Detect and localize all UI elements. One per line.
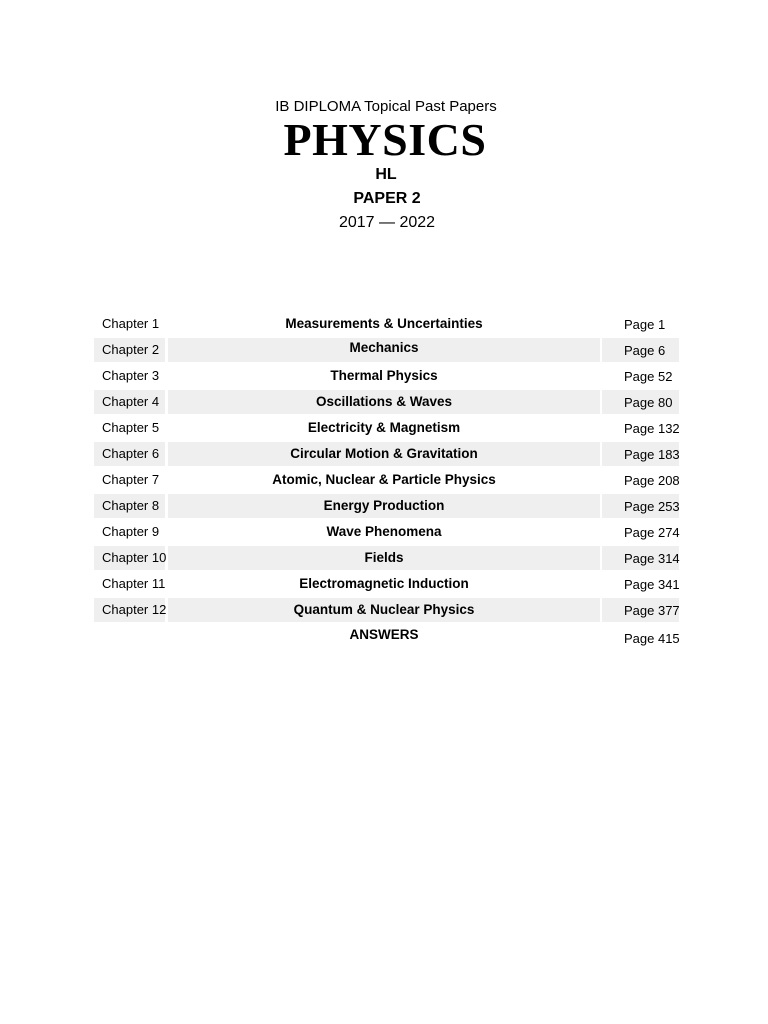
chapter-topic: Electromagnetic Induction [299,576,469,591]
toc-row-chapter-1 [94,311,679,337]
chapter-number: Chapter 10 [102,550,167,565]
page-reference: Page 341 [624,577,680,592]
chapter-number: Chapter 1 [102,316,160,331]
chapter-number: Chapter 4 [102,394,160,409]
toc-row-chapter-3 [94,363,679,389]
chapter-number: Chapter 8 [102,498,160,513]
chapter-topic: Oscillations & Waves [315,394,453,409]
page-reference: Page 377 [624,603,680,618]
toc-row-chapter-6 [94,441,679,467]
chapter-topic: Energy Production [323,498,445,513]
toc-row-chapter-11 [94,571,679,597]
toc-row-chapter-7 [94,467,679,493]
chapter-topic: Circular Motion & Gravitation [290,446,478,461]
chapter-number: Chapter 6 [102,446,160,461]
toc-row-answers [94,623,679,649]
toc-row-chapter-5 [94,415,679,441]
chapter-topic: Measurements & Uncertainties [285,316,483,331]
page-reference: Page 274 [624,525,680,540]
page-reference: Page 6 [624,343,666,358]
page-reference: Page 1 [624,317,666,332]
toc-row-chapter-9 [94,519,679,545]
chapter-topic: Atomic, Nuclear & Particle Physics [272,472,496,487]
chapter-topic: Thermal Physics [330,368,438,383]
chapter-number: Chapter 5 [102,420,160,435]
level-label: HL [375,166,397,183]
series-subtitle: IB DIPLOMA Topical Past Papers [275,98,497,115]
page-reference: Page 132 [624,421,680,436]
subject-title: PHYSICS [283,114,487,165]
page-reference: Page 253 [624,499,680,514]
page-reference: Page 52 [624,369,673,384]
chapter-topic: Fields [364,550,404,565]
year-range: 2017 — 2022 [338,214,436,231]
chapter-topic: Mechanics [349,340,419,355]
chapter-number: Chapter 2 [102,342,160,357]
answers-topic: ANSWERS [349,627,419,642]
toc-row-chapter-8 [94,493,679,519]
page-reference: Page 208 [624,473,680,488]
page-reference: Page 415 [624,631,680,646]
page-reference: Page 183 [624,447,680,462]
page-reference: Page 314 [624,551,680,566]
chapter-topic: Electricity & Magnetism [307,420,461,435]
table-of-contents [94,311,679,649]
toc-row-chapter-10 [94,545,679,571]
chapter-number: Chapter 12 [102,602,167,617]
chapter-number: Chapter 11 [102,576,166,591]
toc-row-chapter-2 [94,337,679,363]
toc-row-chapter-12 [94,597,679,623]
chapter-number: Chapter 3 [102,368,160,383]
chapter-number: Chapter 9 [102,524,160,539]
chapter-topic: Wave Phenomena [326,524,442,539]
toc-row-chapter-4 [94,389,679,415]
paper-label: PAPER 2 [353,190,421,207]
chapter-number: Chapter 7 [102,472,160,487]
page-reference: Page 80 [624,395,673,410]
chapter-topic: Quantum & Nuclear Physics [293,602,475,617]
